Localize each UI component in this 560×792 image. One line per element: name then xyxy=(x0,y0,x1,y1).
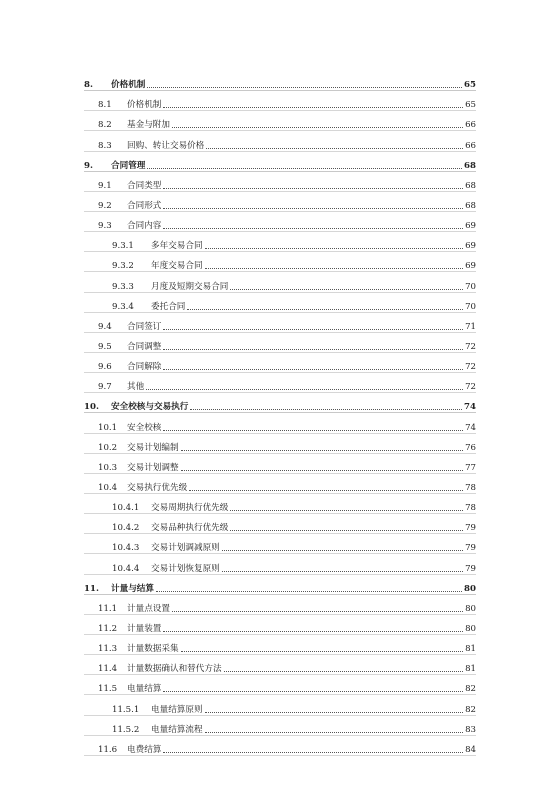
toc-entry-number: 10.1 xyxy=(98,422,118,433)
toc-entry[interactable] xyxy=(84,413,476,433)
toc-entry-number: 10.4 xyxy=(98,482,118,493)
toc-entry[interactable] xyxy=(84,111,476,131)
toc-entry-number: 11.6 xyxy=(98,744,118,755)
toc-entry-page: 68 xyxy=(464,160,476,171)
toc-entry[interactable] xyxy=(84,91,476,111)
toc-leader-dots xyxy=(189,490,463,491)
toc-entry-number: 11.5.2 xyxy=(112,724,140,735)
toc-entry[interactable] xyxy=(84,192,476,212)
toc-entry-title: 合同形式 xyxy=(127,200,162,211)
toc-entry-title: 电量结算 xyxy=(127,684,162,695)
toc-entry-number: 10.4.4 xyxy=(112,563,140,574)
toc-entry[interactable] xyxy=(84,353,476,373)
toc-entry[interactable] xyxy=(84,615,476,635)
toc-entry-number: 9.3.4 xyxy=(112,301,134,312)
toc-entry-page: 72 xyxy=(465,362,476,373)
toc-leader-dots xyxy=(156,591,462,592)
toc-leader-dots xyxy=(205,712,463,713)
toc-entry-number: 9.3.1 xyxy=(112,241,134,252)
toc-leader-dots xyxy=(163,369,463,370)
toc-entry[interactable] xyxy=(84,716,476,736)
toc-entry-number: 9. xyxy=(84,160,93,171)
toc-leader-dots xyxy=(224,671,464,672)
toc-leader-dots xyxy=(181,651,463,652)
toc-entry-title: 电量结算原则 xyxy=(151,704,203,715)
toc-entry-title: 多年交易合同 xyxy=(151,241,203,252)
toc-leader-dots xyxy=(163,228,463,229)
toc-leader-dots xyxy=(172,127,463,128)
toc-entry-title: 计量点设置 xyxy=(127,603,170,614)
toc-entry-page: 83 xyxy=(465,724,476,735)
toc-entry-page: 70 xyxy=(465,301,476,312)
toc-entry-number: 9.3 xyxy=(98,221,112,232)
toc-entry[interactable] xyxy=(84,474,476,494)
toc-entry-title: 年度交易合同 xyxy=(151,261,203,272)
toc-entry-page: 69 xyxy=(465,241,476,252)
toc-leader-dots xyxy=(163,107,463,108)
toc-entry-title: 价格机制 xyxy=(127,100,162,111)
toc-leader-dots xyxy=(163,349,463,350)
toc-entry-page: 84 xyxy=(465,744,476,755)
toc-entry-page: 81 xyxy=(465,644,476,655)
toc-leader-dots xyxy=(163,691,463,692)
toc-leader-dots xyxy=(181,470,463,471)
toc-entry[interactable] xyxy=(84,131,476,151)
toc-entry-title: 合同签订 xyxy=(127,321,162,332)
toc-entry-page: 82 xyxy=(465,684,476,695)
toc-entry-page: 81 xyxy=(465,664,476,675)
toc-leader-dots xyxy=(187,309,463,310)
toc-entry-number: 9.3.2 xyxy=(112,261,134,272)
toc-entry-number: 8.1 xyxy=(98,100,112,111)
toc-entry-number: 11.3 xyxy=(98,644,118,655)
toc-entry-page: 66 xyxy=(465,140,476,151)
toc-entry-number: 11. xyxy=(84,583,99,594)
toc-entry-title: 价格机制 xyxy=(111,80,146,91)
toc-entry-number: 9.3.3 xyxy=(112,281,134,292)
toc-entry-page: 79 xyxy=(465,523,476,534)
toc-entry-title: 交易计划恢复原则 xyxy=(151,563,220,574)
toc-entry-title: 合同解除 xyxy=(127,362,162,373)
toc-entry-title: 电费结算 xyxy=(127,744,162,755)
toc-entry-title: 电量结算流程 xyxy=(151,724,203,735)
toc-entry-number: 9.2 xyxy=(98,200,112,211)
toc-entry-page: 82 xyxy=(465,704,476,715)
toc-entry-number: 10.3 xyxy=(98,462,118,473)
toc-leader-dots xyxy=(147,87,462,88)
toc-entry-number: 9.5 xyxy=(98,341,112,352)
toc-leader-dots xyxy=(163,631,463,632)
toc-entry-title: 安全校核与交易执行 xyxy=(111,402,189,413)
toc-entry-number: 10.4.3 xyxy=(112,543,140,554)
toc-leader-dots xyxy=(205,268,463,269)
toc-entry-number: 9.6 xyxy=(98,362,112,373)
toc-entry-number: 10. xyxy=(84,402,99,413)
toc-entry-title: 交易品种执行优先级 xyxy=(151,523,229,534)
toc-entry-page: 74 xyxy=(464,402,476,413)
toc-leader-dots xyxy=(206,148,463,149)
toc-entry[interactable] xyxy=(84,172,476,192)
toc-entry-page: 65 xyxy=(465,100,476,111)
toc-entry-page: 69 xyxy=(465,261,476,272)
toc-leader-dots xyxy=(230,510,463,511)
toc-entry[interactable] xyxy=(84,212,476,232)
toc-leader-dots xyxy=(163,208,463,209)
toc-entry[interactable] xyxy=(84,534,476,554)
toc-entry-number: 10.4.1 xyxy=(112,503,140,514)
toc-entry-title: 交易周期执行优先级 xyxy=(151,503,229,514)
toc-entry-number: 9.4 xyxy=(98,321,112,332)
toc-leader-dots xyxy=(230,530,463,531)
toc-entry-page: 72 xyxy=(465,382,476,393)
toc-entry[interactable] xyxy=(84,635,476,655)
toc-leader-dots xyxy=(172,611,463,612)
toc-leader-dots xyxy=(181,450,463,451)
toc-entry-title: 计量与结算 xyxy=(111,583,154,594)
toc-entry-title: 回购、转让交易价格 xyxy=(127,140,205,151)
toc-entry-title: 计量装置 xyxy=(127,623,162,634)
toc-leader-dots xyxy=(222,550,463,551)
toc-entry-number: 9.1 xyxy=(98,180,112,191)
toc-entry-page: 65 xyxy=(464,80,476,91)
toc-entry-title: 计量数据确认和替代方法 xyxy=(127,664,222,675)
toc-entry-number: 11.1 xyxy=(98,603,118,614)
table-of-contents xyxy=(84,71,476,756)
toc-leader-dots xyxy=(163,329,463,330)
toc-entry[interactable] xyxy=(84,313,476,333)
toc-entry-page: 79 xyxy=(465,543,476,554)
toc-leader-dots xyxy=(230,289,463,290)
toc-leader-dots xyxy=(205,732,463,733)
toc-entry-page: 76 xyxy=(465,442,476,453)
toc-entry-title: 安全校核 xyxy=(127,422,162,433)
toc-entry-page: 74 xyxy=(465,422,476,433)
toc-entry-title: 交易计划调减原则 xyxy=(151,543,220,554)
toc-entry-title: 基金与附加 xyxy=(127,120,170,131)
toc-entry-number: 11.5.1 xyxy=(112,704,140,715)
toc-entry-number: 8. xyxy=(84,80,93,91)
toc-entry-page: 68 xyxy=(465,200,476,211)
toc-leader-dots xyxy=(190,409,462,410)
toc-entry[interactable] xyxy=(84,434,476,454)
toc-leader-dots xyxy=(146,389,463,390)
toc-entry-number: 8.3 xyxy=(98,140,112,151)
toc-entry-title: 合同调整 xyxy=(127,341,162,352)
toc-entry[interactable] xyxy=(84,272,476,292)
toc-leader-dots xyxy=(205,248,463,249)
toc-entry[interactable] xyxy=(84,595,476,615)
toc-entry[interactable] xyxy=(84,736,476,756)
toc-entry-page: 69 xyxy=(465,221,476,232)
toc-entry[interactable] xyxy=(84,393,476,413)
toc-entry-number: 10.4.2 xyxy=(112,523,140,534)
toc-entry-title: 计量数据采集 xyxy=(127,644,179,655)
toc-entry-number: 11.4 xyxy=(98,664,118,675)
toc-entry[interactable] xyxy=(84,514,476,534)
toc-entry[interactable] xyxy=(84,454,476,474)
toc-entry-title: 委托合同 xyxy=(151,301,186,312)
toc-entry-page: 80 xyxy=(465,623,476,634)
toc-entry[interactable] xyxy=(84,152,476,172)
toc-entry[interactable] xyxy=(84,333,476,353)
toc-entry-title: 合同管理 xyxy=(111,160,146,171)
toc-entry-page: 77 xyxy=(465,462,476,473)
toc-entry[interactable] xyxy=(84,373,476,393)
toc-leader-dots xyxy=(147,168,462,169)
toc-entry[interactable] xyxy=(84,252,476,272)
toc-entry[interactable] xyxy=(84,232,476,252)
toc-entry[interactable] xyxy=(84,675,476,695)
toc-entry-title: 交易计划编制 xyxy=(127,442,179,453)
toc-entry-page: 71 xyxy=(465,321,476,332)
toc-leader-dots xyxy=(163,430,463,431)
toc-entry-page: 68 xyxy=(465,180,476,191)
toc-entry-number: 8.2 xyxy=(98,120,112,131)
toc-leader-dots xyxy=(163,752,463,753)
toc-entry[interactable] xyxy=(84,695,476,715)
toc-entry-number: 9.7 xyxy=(98,382,112,393)
toc-entry-page: 70 xyxy=(465,281,476,292)
toc-entry-title: 其他 xyxy=(127,382,145,393)
toc-entry[interactable] xyxy=(84,554,476,574)
toc-entry-number: 11.2 xyxy=(98,623,118,634)
toc-entry[interactable] xyxy=(84,494,476,514)
toc-entry-page: 80 xyxy=(465,603,476,614)
toc-entry-page: 78 xyxy=(465,503,476,514)
toc-entry-page: 66 xyxy=(465,120,476,131)
toc-entry-title: 合同内容 xyxy=(127,221,162,232)
toc-entry-title: 月度及短期交易合同 xyxy=(151,281,229,292)
toc-entry[interactable] xyxy=(84,575,476,595)
toc-entry[interactable] xyxy=(84,655,476,675)
toc-entry[interactable] xyxy=(84,293,476,313)
toc-entry-page: 80 xyxy=(464,583,476,594)
toc-entry-number: 11.5 xyxy=(98,684,118,695)
toc-leader-dots xyxy=(222,571,463,572)
toc-entry-number: 10.2 xyxy=(98,442,118,453)
toc-entry-title: 交易计划调整 xyxy=(127,462,179,473)
toc-entry[interactable] xyxy=(84,71,476,91)
toc-entry-page: 72 xyxy=(465,341,476,352)
toc-entry-page: 79 xyxy=(465,563,476,574)
toc-entry-title: 合同类型 xyxy=(127,180,162,191)
toc-entry-page: 78 xyxy=(465,482,476,493)
toc-entry-title: 交易执行优先级 xyxy=(127,482,188,493)
toc-leader-dots xyxy=(163,188,463,189)
